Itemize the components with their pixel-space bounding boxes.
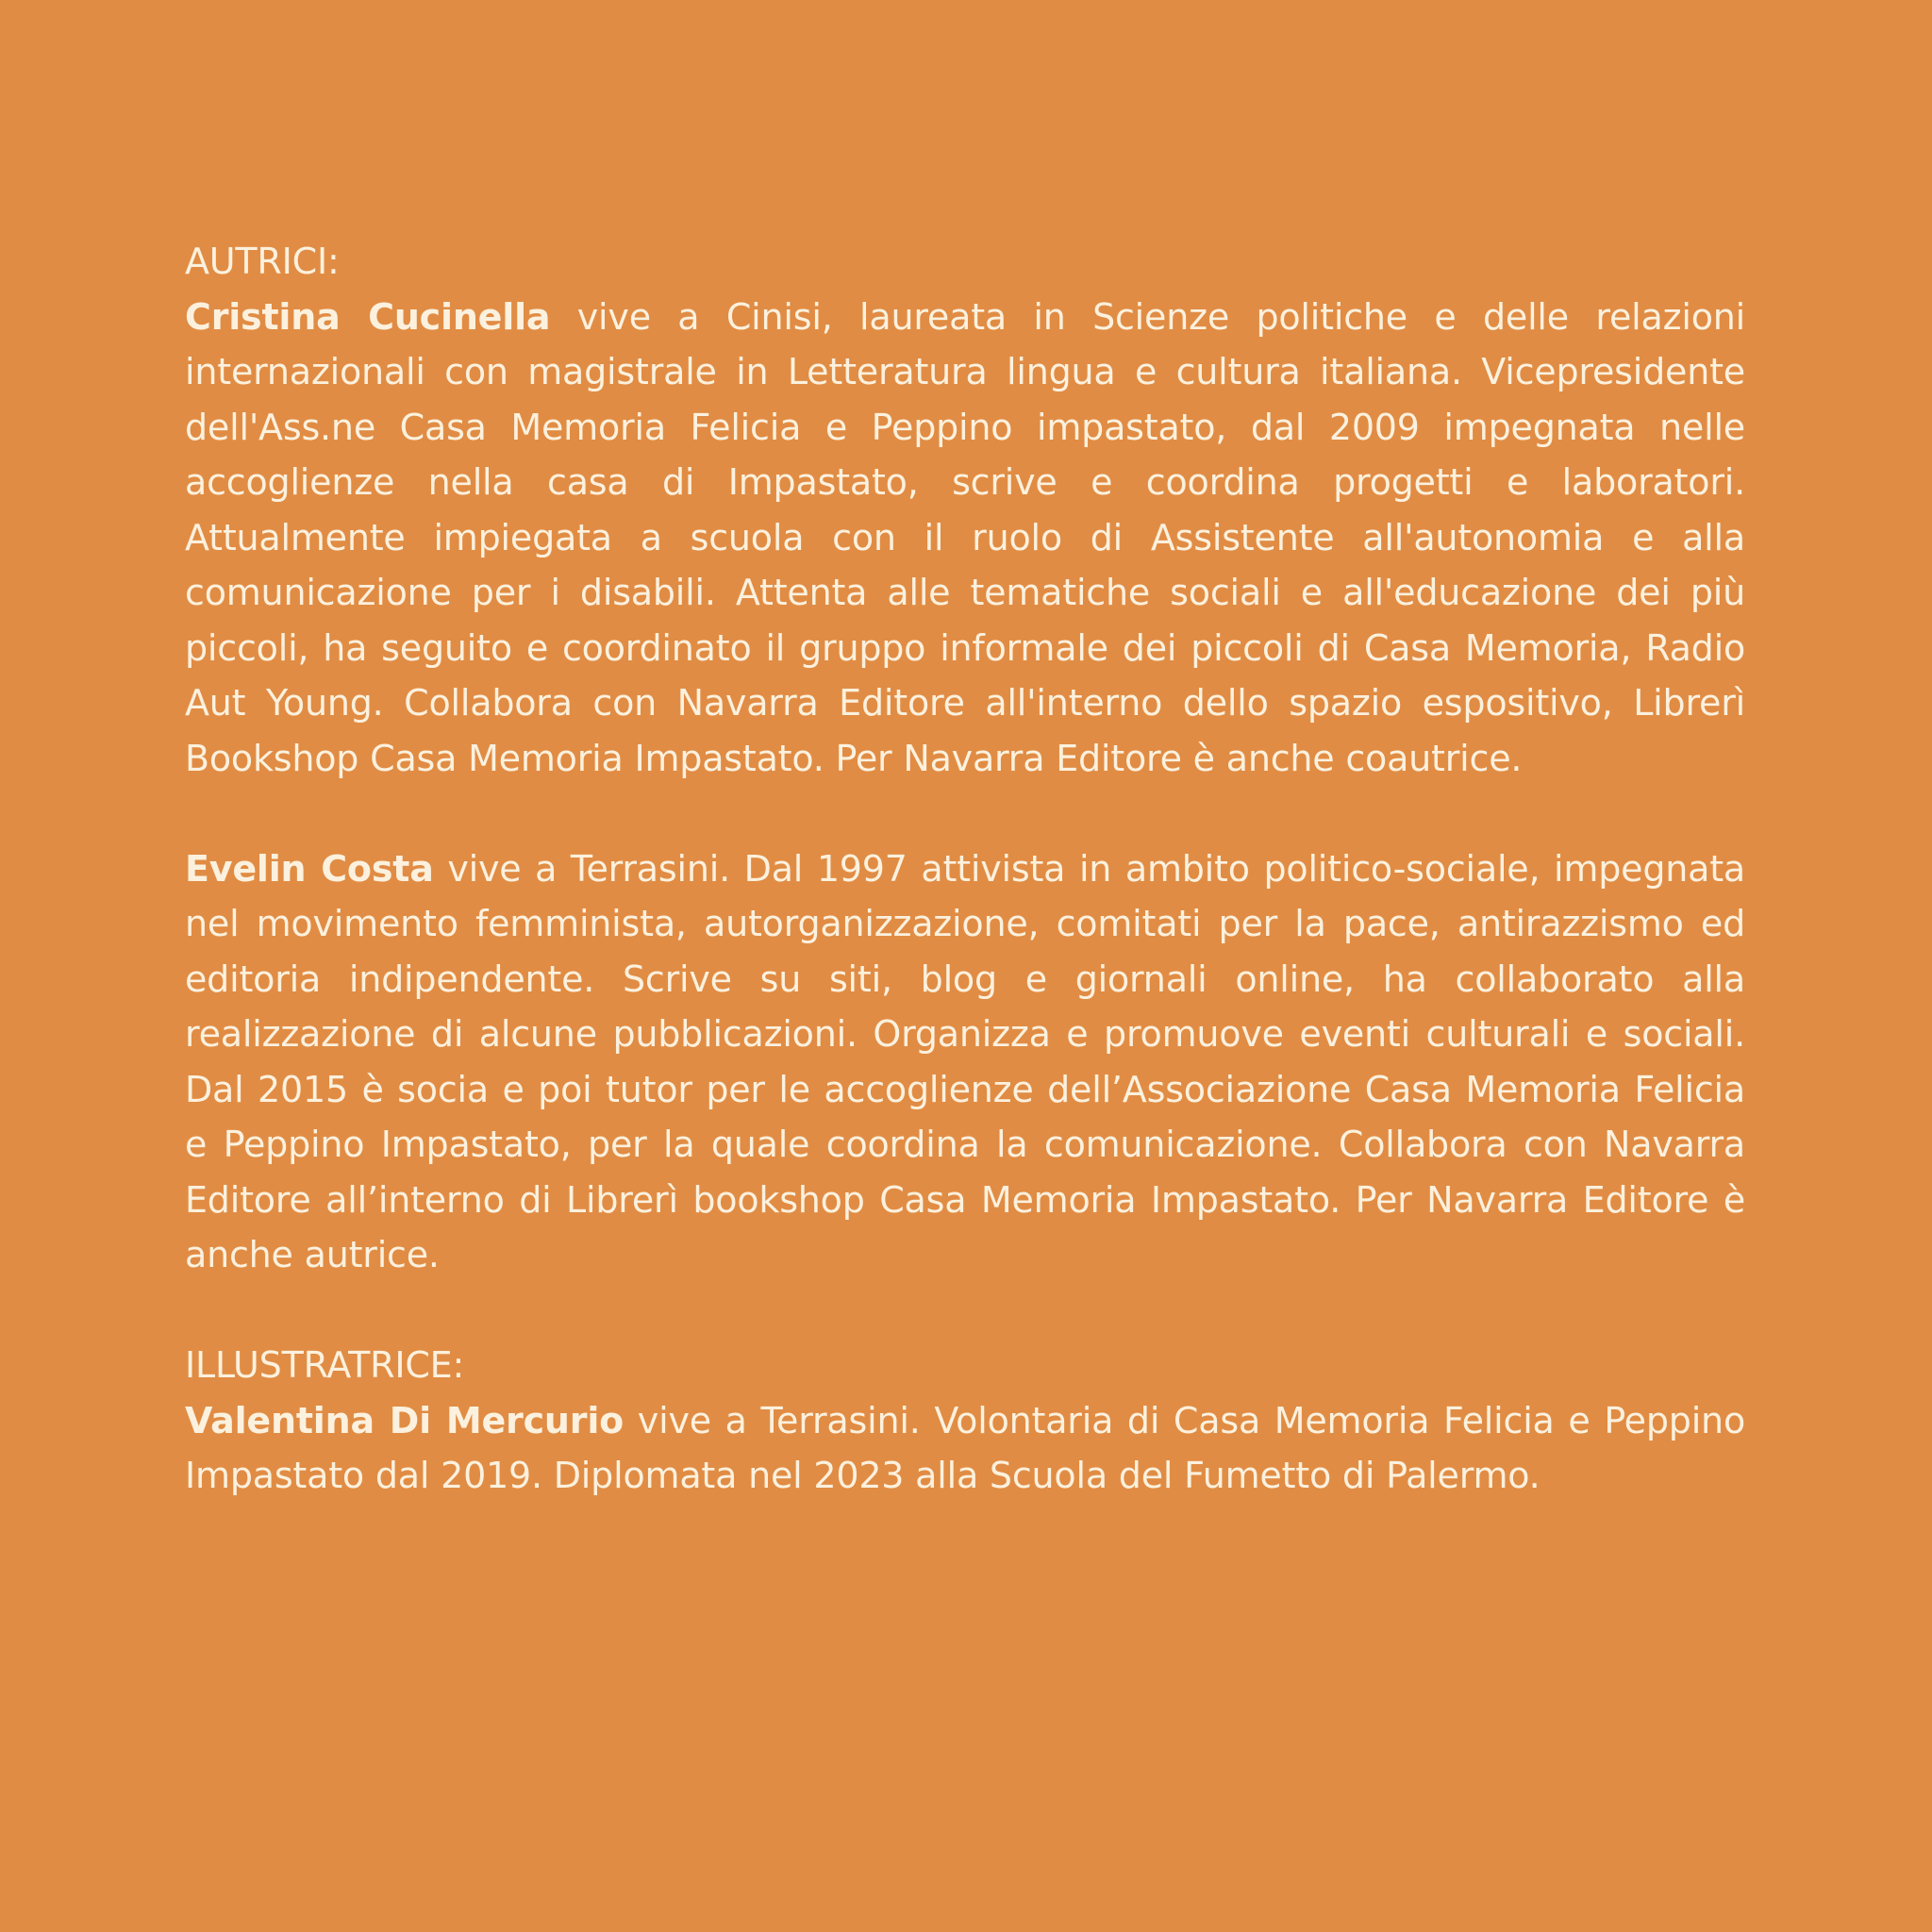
paragraph-spacer [185,786,1745,841]
illustrator-bio-di-mercurio [185,1393,1745,1504]
author-bio-text: vive a Terrasini. Dal 1997 attivista in ambito politico-sociale, impegnata nel movimento femminista, autorganizzazione, comitati per la pace, antirazzismo ed editoria indipendente. Scrive su siti, blog e giornali online, ha collaborato alla realizzazione di alcune pubblicazioni. Organizza e promuove eventi culturali e sociali. Dal 2015 è socia e poi tutor per le accoglienze dell’Associazione Casa Memoria Felicia e Peppino Impastato, per la quale coordina la comunicazione. Collabora con Navarra Editore all’interno di Librerì bookshop Casa Memoria Impastato. Per Navarra Editore è anche autrice. [185,847,1745,1275]
authors-section [185,234,1745,1283]
illustrator-name: Valentina Di Mercurio [185,1399,625,1441]
illustrator-section [185,1338,1745,1504]
illustrator-heading: ILLUSTRATRICE: [185,1344,465,1386]
authors-heading: AUTRICI: [185,241,340,282]
author-bio-text: vive a Cinisi, laureata in Scienze politiche e delle relazioni internazionali con magistrale in Letteratura lingua e cultura italiana. Vicepresidente dell'Ass.ne Casa Memoria Felicia e Peppino impastato, dal 2009 impegnata nelle accoglienze nella casa di Impastato, scrive e coordina progetti e laboratori. Attualmente impiegata a scuola con il ruolo di Assistente all'autonomia e alla comunicazione per i disabili. Attenta alle tematiche sociali e all'educazione dei più piccoli, ha seguito e coordinato il gruppo informale dei piccoli di Casa Memoria, Radio Aut Young. Collabora con Navarra Editore all'interno dello spazio espositivo, Librerì Bookshop Casa Memoria Impastato. Per Navarra Editore è anche coautrice. [185,295,1745,779]
illustrator-bio-text: vive a Terrasini. Volontaria di Casa Memoria Felicia e Peppino Impastato dal 2019. Diplomata nel 2023 alla Scuola del Fumetto di Palermo. [185,1399,1745,1496]
author-name: Evelin Costa [185,847,434,890]
author-name: Cristina Cucinella [185,295,551,338]
credits-page [185,234,1745,1504]
author-bio-costa [185,841,1745,1283]
author-bio-cucinella [185,290,1745,787]
section-spacer [185,1283,1745,1339]
